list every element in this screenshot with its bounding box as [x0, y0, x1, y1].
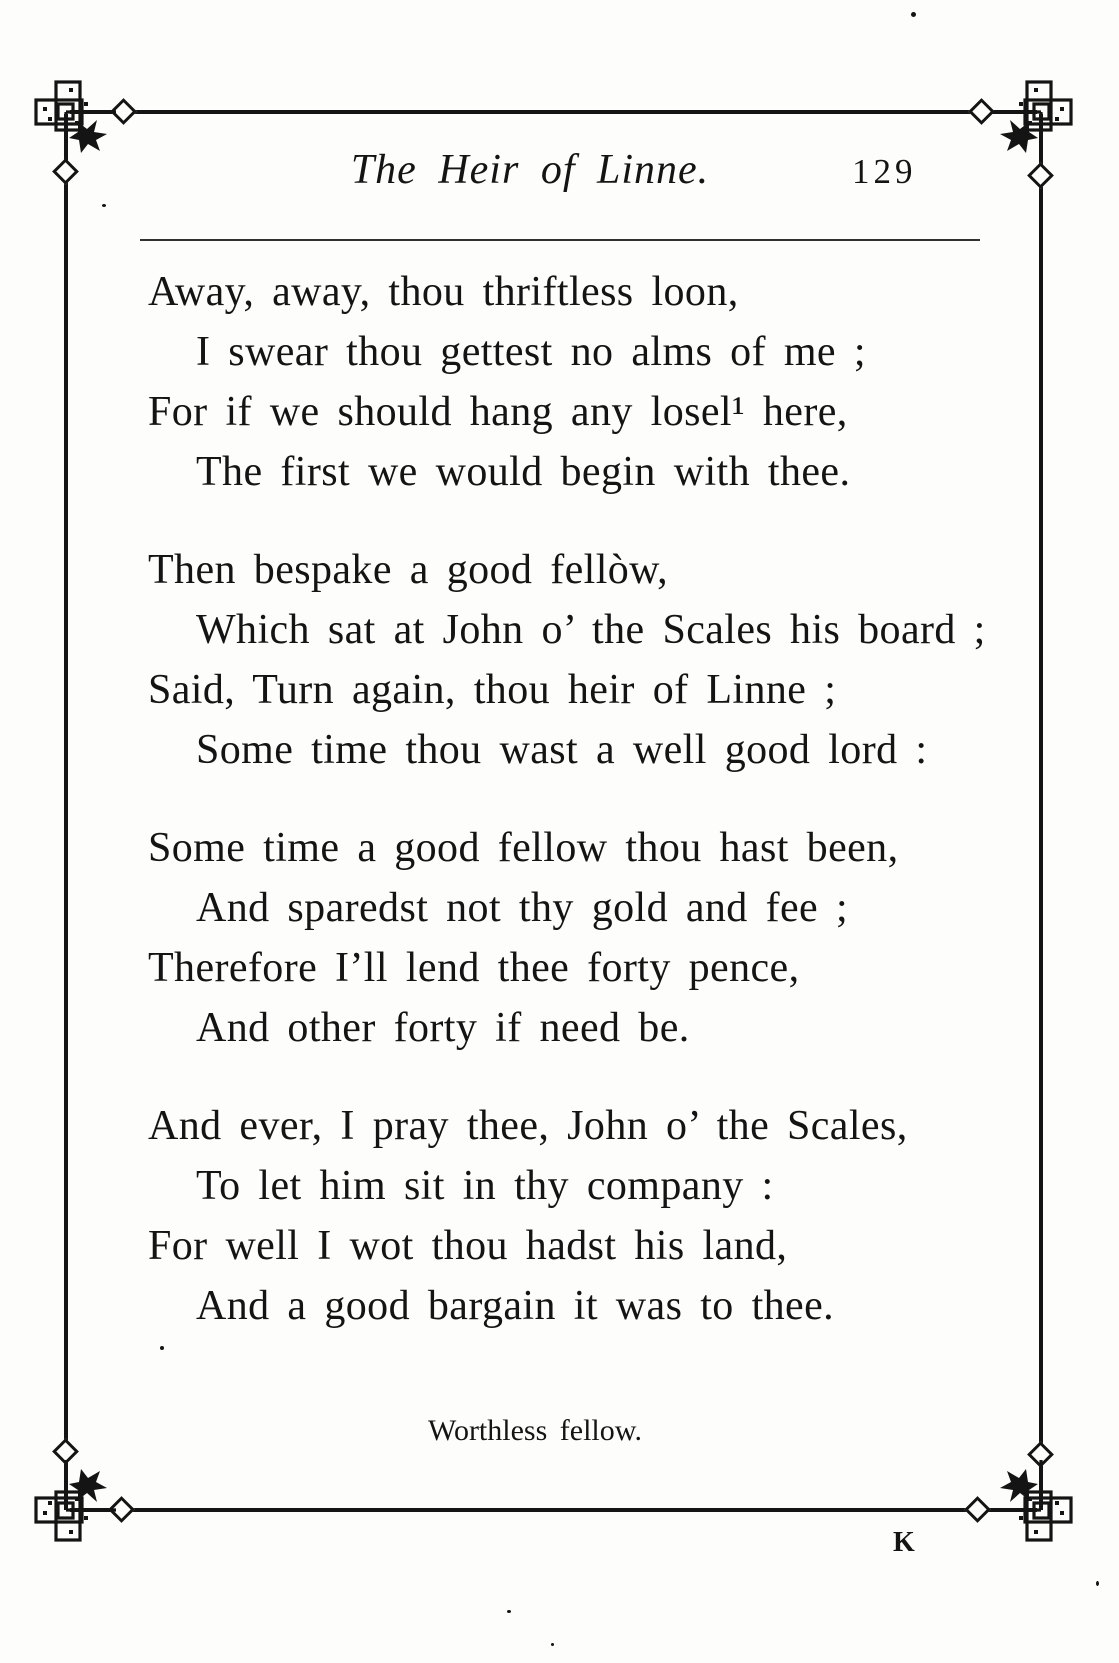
corner-ornament-top-right printers-knot-icon: [991, 72, 1081, 162]
poem-line: And ever, I pray thee, John o’ the Scales,: [148, 1103, 908, 1149]
header-rule: [140, 239, 980, 241]
poem-line: Then bespake a good fellòw,: [148, 547, 669, 593]
border-rule-left: [64, 114, 68, 1510]
poem-stanza: [148, 540, 1048, 780]
poem-stanza: [148, 818, 1048, 1058]
poem-stanza: [148, 262, 1048, 502]
diamond-ornament-icon: [1027, 162, 1054, 189]
scan-speck: [551, 1643, 554, 1646]
poem-line: Which sat at John o’ the Scales his board ;: [196, 607, 986, 653]
corner-ornament-bottom-right printers-knot-icon: [991, 1460, 1081, 1550]
page-number: 129: [852, 152, 917, 191]
scan-speck: [102, 204, 106, 207]
diamond-ornament-icon: [52, 158, 79, 185]
poem-line: Said, Turn again, thou heir of Linne ;: [148, 667, 837, 713]
scan-speck: [507, 1610, 511, 1613]
poem-line: To let him sit in thy company :: [196, 1163, 774, 1209]
scan-speck: [911, 12, 916, 17]
poem-line: The first we would begin with thee.: [196, 449, 851, 495]
corner-ornament-bottom-left printers-knot-icon: [26, 1460, 116, 1550]
poem-line: And other forty if need be.: [196, 1005, 690, 1051]
running-title: The Heir of Linne.: [350, 147, 710, 193]
corner-ornament-top-left printers-knot-icon: [26, 72, 116, 162]
scan-speck: [1096, 1581, 1099, 1586]
poem-line: For well I wot thou hadst his land,: [148, 1223, 788, 1269]
border-rule-top: [70, 110, 1037, 114]
border-rule-bottom: [70, 1508, 1037, 1512]
poem-stanza: [148, 1096, 1048, 1336]
scan-speck: [160, 1346, 164, 1350]
poem: [148, 262, 1048, 1374]
poem-line: And sparedst not thy gold and fee ;: [196, 885, 849, 931]
signature-mark: K: [893, 1527, 916, 1558]
poem-line: Away, away, thou thriftless loon,: [148, 269, 739, 315]
poem-line: For if we should hang any losel¹ here,: [148, 389, 848, 435]
footnote: Worthless fellow.: [428, 1414, 642, 1447]
poem-line: And a good bargain it was to thee.: [196, 1283, 835, 1329]
poem-line: Some time a good fellow thou hast been,: [148, 825, 899, 871]
poem-line: Therefore I’ll lend thee forty pence,: [148, 945, 800, 991]
poem-line: I swear thou gettest no alms of me ;: [196, 329, 866, 375]
diamond-ornament-icon: [964, 1496, 991, 1523]
poem-line: Some time thou wast a well good lord :: [196, 727, 928, 773]
